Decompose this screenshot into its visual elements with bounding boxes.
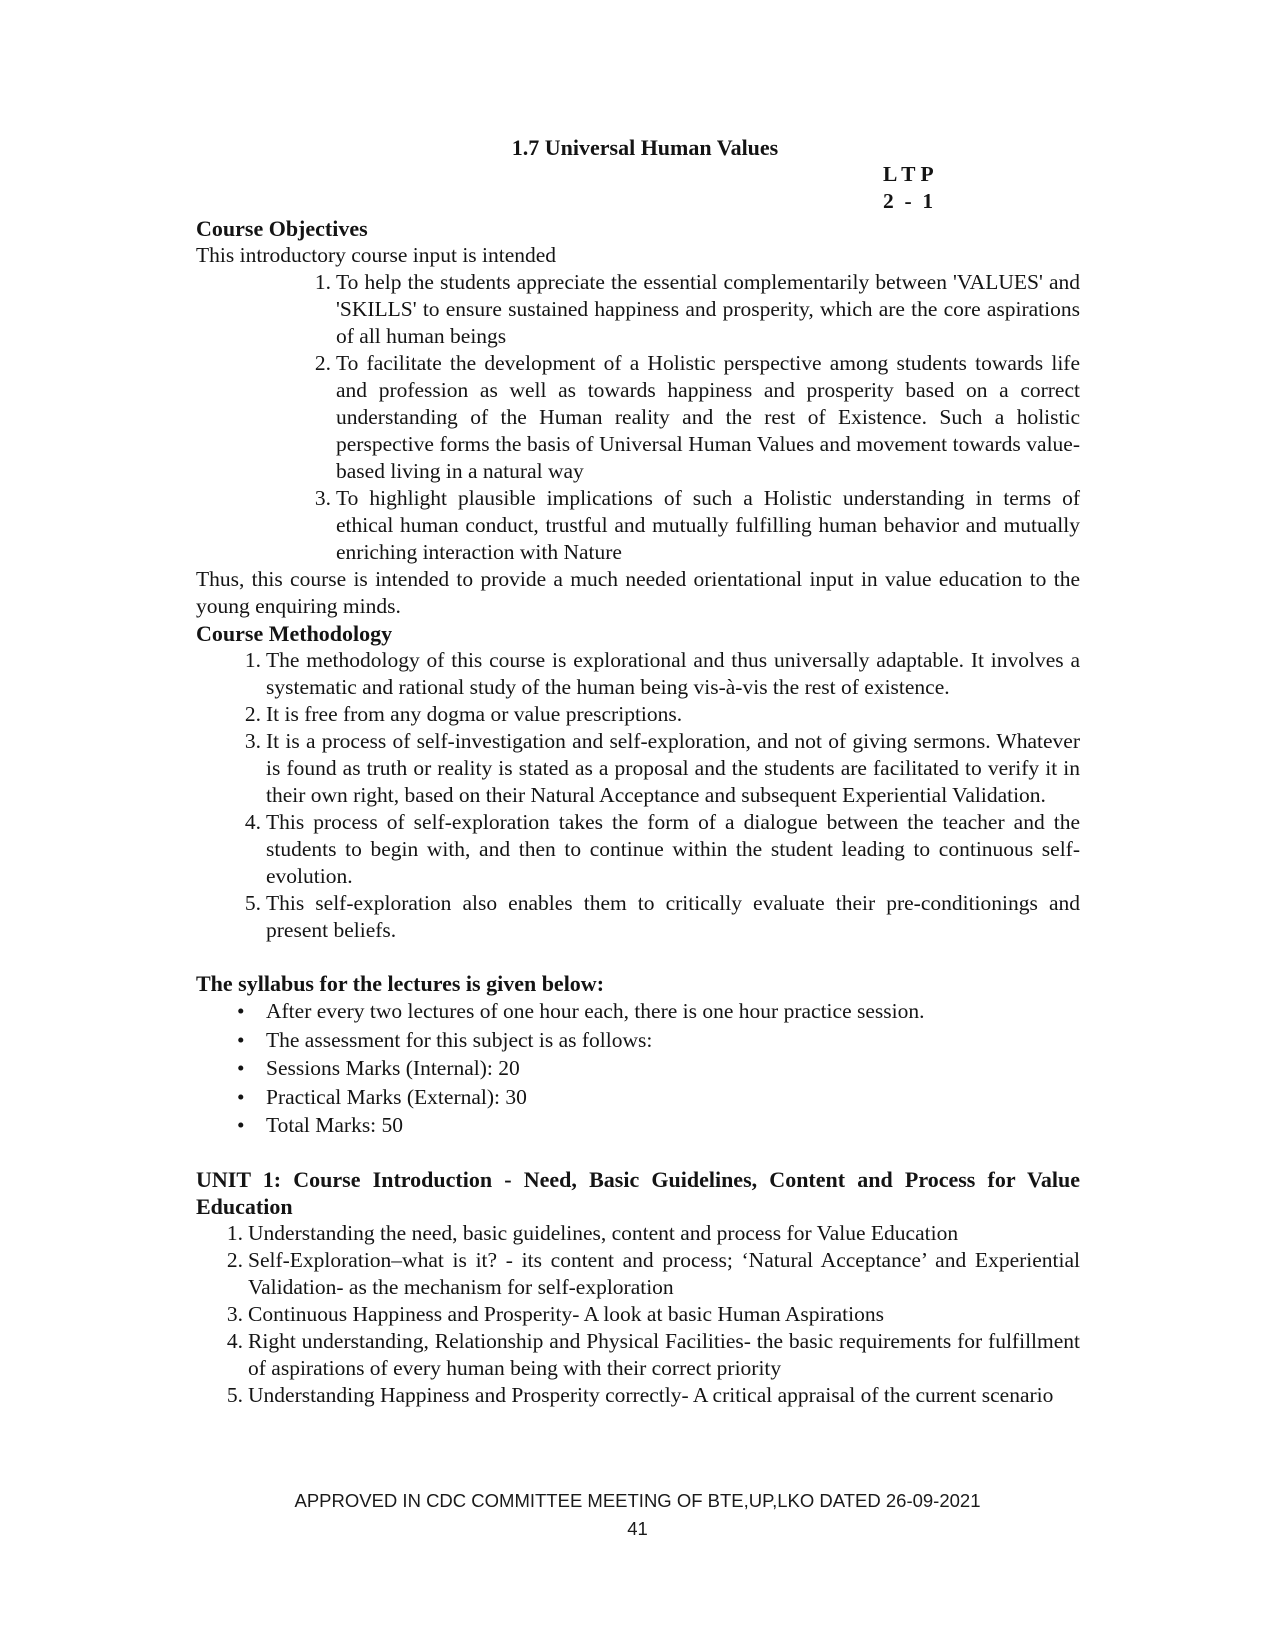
syllabus-bullet: • After every two lectures of one hour each, there is one hour practice session. [266,997,1080,1026]
ltp-values: 2 - 1 [883,189,934,213]
objective-item: 3. To highlight plausible implications of such a Holistic understanding in terms of ethical human conduct, trustful and mutually fulfilling human behavior and mutually enriching interaction with Nature [314,486,1080,564]
unit1-item: 3. Continuous Happiness and Prosperity- A look at basic Human Aspirations [226,1301,884,1326]
objectives-list [314,269,1080,566]
ltp-header: L T P [883,162,934,186]
syllabus-bullet: • The assessment for this subject is as follows: [266,1026,1080,1055]
methodology-item: 4. This process of self-exploration takes the form of a dialogue between the teacher and the students to begin with, and then to continue within the student leading to continuous self-evolution. [244,810,1080,888]
methodology-item: 1. The methodology of this course is explorational and thus universally adaptable. It involves a systematic and rational study of the human being vis-à-vis the rest of existence. [244,648,1080,699]
syllabus-bullets [266,997,1080,1140]
syllabus-bullet: • Sessions Marks (Internal): 20 [266,1054,1080,1083]
unit1-item: 4. Right understanding, Relationship and Physical Facilities- the basic requirements for fulfillment of aspirations of every human being with their correct priority [226,1328,1080,1380]
page-title: 1.7 Universal Human Values [511,135,779,160]
methodology-item: 2. It is free from any dogma or value prescriptions. [244,702,683,726]
methodology-heading: Course Methodology [196,621,393,646]
unit1-list [226,1220,1080,1409]
objectives-heading: Course Objectives [196,216,368,241]
unit1-heading: UNIT 1: Course Introduction - Need, Basic Guidelines, Content and Process for Value Education [196,1166,1080,1219]
unit1-item: 5. Understanding Happiness and Prosperity correctly- A critical appraisal of the current scenario [226,1382,1054,1407]
objective-item: 2. To facilitate the development of a Holistic perspective among students towards life and profession as well as towards happiness and prosperity based on a correct understanding of the Human reality and the rest of Existence. Such a holistic perspective forms the basis of Universal Human Values and movement towards value-based living in a natural way [314,351,1080,483]
syllabus-heading: The syllabus for the lectures is given below: [196,971,605,996]
methodology-item: 5. This self-exploration also enables them to critically evaluate their pre-conditionings and present beliefs. [244,891,1080,942]
syllabus-bullet: • Total Marks: 50 [266,1111,1080,1140]
unit1-item: 1. Understanding the need, basic guidelines, content and process for Value Education [226,1220,959,1245]
objectives-conclusion: Thus, this course is intended to provide a much needed orientational input in value education to the young enquiring minds. [196,567,1080,618]
unit1-item: 2. Self-Exploration–what is it? - its content and process; ‘Natural Acceptance’ and Experiential Validation- as the mechanism for self-exploration [226,1247,1080,1299]
page-content [196,135,1080,1409]
methodology-item: 3. It is a process of self-investigation and self-exploration, and not of giving sermons. Whatever is found as truth or reality is stated as a proposal and the students are facilitated to verify it in their own right, based on their Natural Acceptance and subsequent Experiential Validation. [244,729,1080,807]
objective-item: 1. To help the students appreciate the essential complementarily between 'VALUES' and 'SKILLS' to ensure sustained happiness and prosperity, which are the core aspirations of all human beings [314,270,1080,348]
methodology-list [244,647,1080,944]
objectives-intro: This introductory course input is intended [196,243,557,267]
page-number: 41 [627,1518,648,1539]
approval-footer: APPROVED IN CDC COMMITTEE MEETING OF BTE,UP,LKO DATED 26-09-2021 [294,1490,981,1511]
syllabus-bullet: • Practical Marks (External): 30 [266,1083,1080,1112]
